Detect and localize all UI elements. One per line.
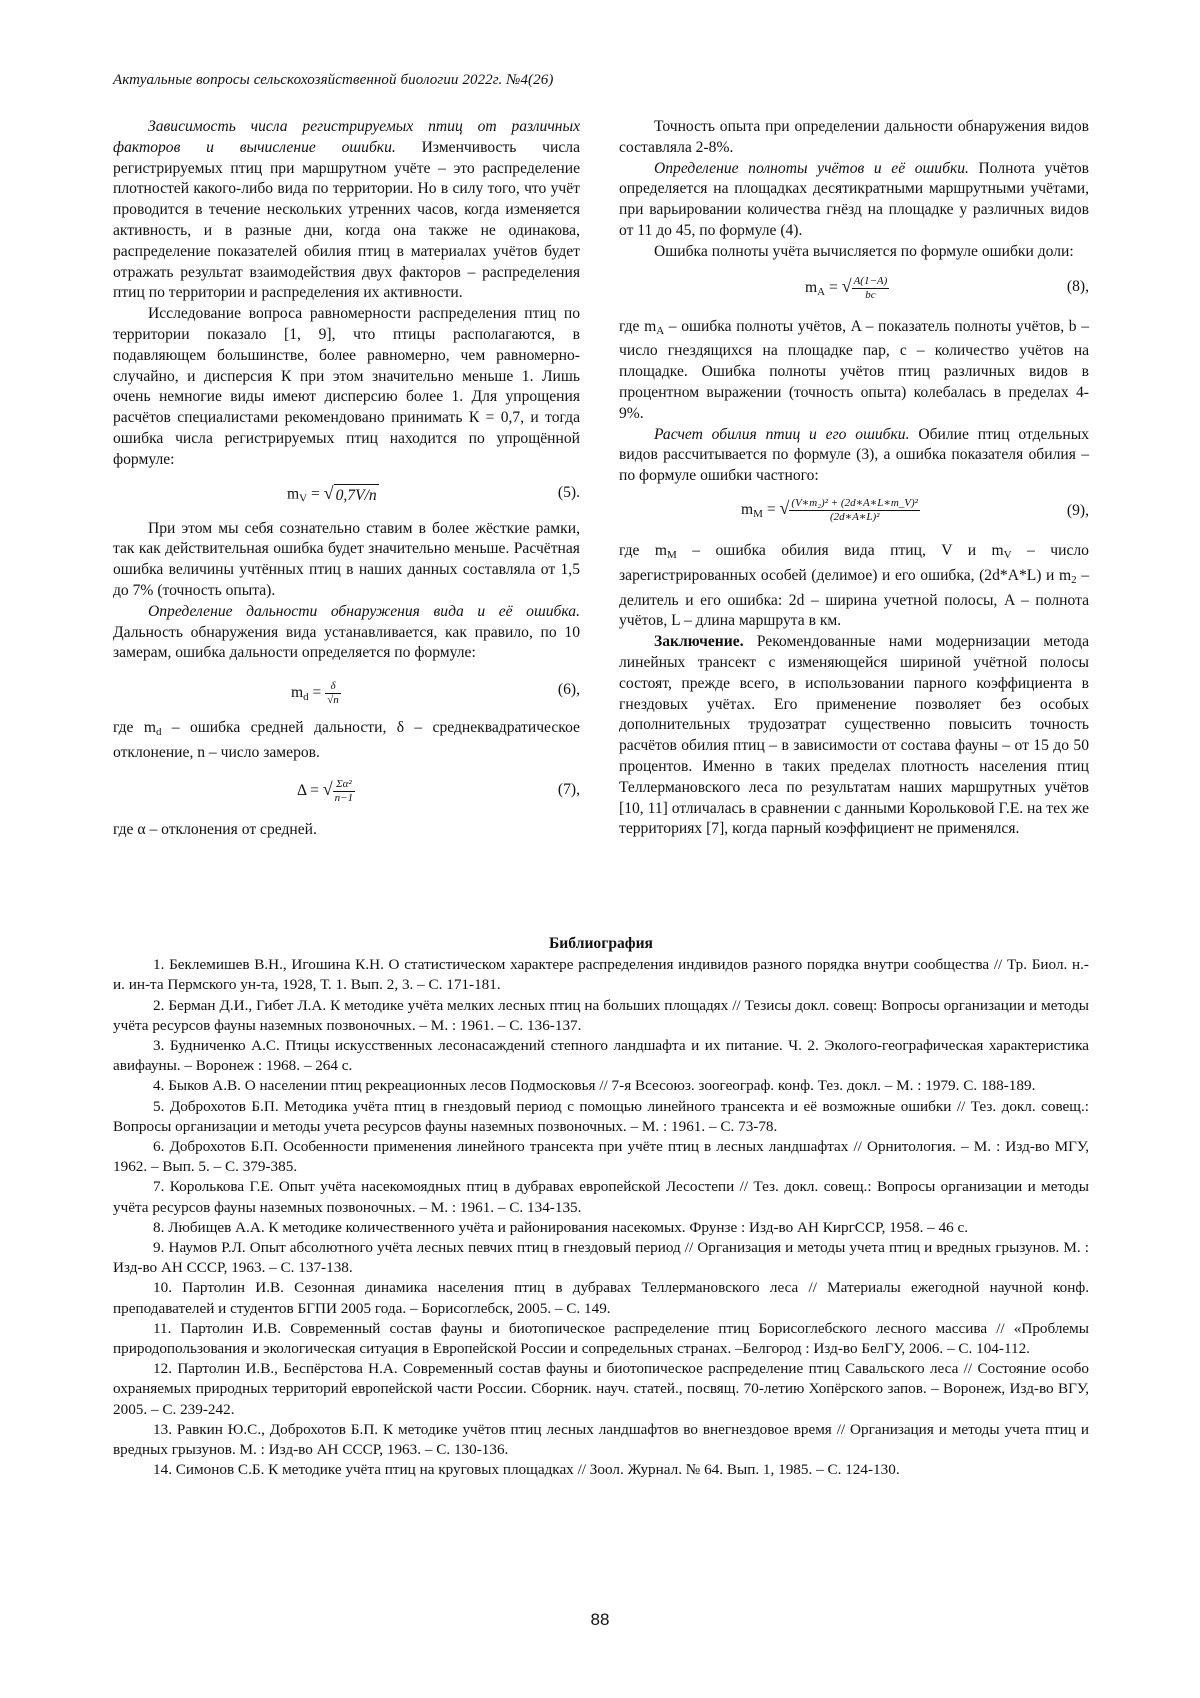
left-column <box>113 117 580 841</box>
bibliography-item: 11. Партолин И.В. Современный состав фауны и биотопическое распределение птиц Борисоглебского лесного массива // «Проблемы природопользования и экологическая ситуация в Европейской России и сопредельных странах. –Белгород : Изд-во БелГУ, 2006. – С. 104-112. <box>113 1319 1089 1358</box>
paragraph-text: Полнота учётов определяется на площадках десятикратными маршрутными учётами, при варьировании количества гнёзд на площадке у различных видов от 11 до 45, по формуле (4). <box>619 159 1089 239</box>
formula-equals: = <box>762 501 780 519</box>
formula-subscript: M <box>753 508 763 521</box>
formula-expression: 0,7V/n <box>334 484 379 507</box>
paragraph-text: где m <box>619 541 668 559</box>
formula-lhs: m <box>741 501 754 519</box>
formula-number: (5). <box>557 483 580 501</box>
paragraph: Точность опыта при определении дальности обнаружения видов составляла 2-8%. <box>619 118 1089 156</box>
paragraph-text: – делитель и его ошибка: 2d – ширина учетной полосы, A – полнота учётов, L – длина маршрута в км. <box>619 566 1089 630</box>
formula-lhs: m <box>291 684 304 702</box>
fraction-denominator: (2d∗A∗L)² <box>829 510 880 523</box>
paragraph-text: Рекомендованные нами модернизации метода линейных трансект с изменяющейся шириной учётной полосы состоят, прежде всего, в использовании парного коэффициента в гнездовых учётах. Его применение позволяет без особых дополнительных трудозатрат существенно повысить точность расчётов обилия птиц – в зависимости от состава фауны – от 15 до 50 процентов. Именно в таких пределах плотность населения птиц Теллермановского леса по результатам наших маршрутных учётов [10, 11] отличалась в сравнении с данными Корольковой Г.Е. на тех же территориях [7], когда парный коэффициент не применялся. <box>619 633 1089 838</box>
sqrt-expression: √ 0,7V/n <box>324 483 379 507</box>
section-heading: Зависимость числа регистрируемых птиц от различных факторов и вычисление ошибки. <box>113 118 580 156</box>
paragraph-text: – ошибка средней дальности, δ – среднеквадратическое отклонение, n – число замеров. <box>113 719 580 761</box>
bibliography-item: 8. Любищев А.А. К методике количественного учёта и районирования насекомых. Фрунзе : Изд-во АН КиргССР, 1958. – 46 с. <box>153 1218 969 1236</box>
fraction-numerator: Σα² <box>333 778 355 792</box>
fraction <box>325 680 341 707</box>
paragraph: Ошибка полноты учёта вычисляется по формуле ошибки доли: <box>654 242 1074 260</box>
bibliography-item: 10. Партолин И.В. Сезонная динамика населения птиц в дубравах Теллермановского леса // Материалы ежегодной научной конф. преподавателей и студентов БГПИ 2005 года. – Борисоглебск, 2005. – С. 149. <box>113 1279 1089 1317</box>
bibliography-title: Библиография <box>549 935 653 952</box>
paragraph <box>619 632 1089 840</box>
fraction <box>789 497 920 524</box>
bibliography-item: 6. Доброхотов Б.П. Особенности применения линейного трансекта при учёте птиц в лесных ландшафтах // Орнитология. – М. : Изд-во МГУ, 1962. – Вып. 5. – С. 379-385. <box>113 1138 1089 1176</box>
bibliography-item: 13. Равкин Ю.С., Доброхотов Б.П. К методике учётов птиц лесных ландшафтов во внегнездовое время // Организация и методы учета птиц и вредных грызунов. М. : Изд-во АН СССР, 1963. – С. 130-136. <box>113 1420 1089 1459</box>
paragraph <box>113 718 580 764</box>
running-header: Актуальные вопросы сельскохозяйственной биологии 2022г. №4(26) <box>113 72 554 88</box>
paragraph <box>619 541 1089 632</box>
paragraph-text: – ошибка полноты учётов, A – показатель полноты учётов, b – число гнездящихся на площадке пар, c – количество учётов на площадке. Ошибка полноты учётов птиц различных видов в процентном выражении (точность опыта) колебалась в пределах 4-9%. <box>619 317 1089 422</box>
paragraph-text: Изменчивость числа регистрируемых птиц при маршрутном учёте – это распределение плотностей какого-либо вида по территории. Но в силу того, что учёт проводится в течение нескольких утренних часов, когда изменяется активность, и в разные дни, когда она также не одинакова, распределение показателей обилия птиц в материалах учётов будет отражать результат взаимодействия двух факторов – распределения птиц по территории и распределения их активности. <box>113 138 580 302</box>
paragraph-text: где m <box>619 317 657 335</box>
paragraph-text: Обилие птиц отдельных видов рассчитывается по формуле (3), а ошибка показателя обилия – по формуле ошибки частного: <box>619 425 1089 485</box>
formula-7 <box>113 770 580 814</box>
fraction <box>333 778 355 805</box>
formula-subscript: d <box>303 691 309 704</box>
paragraph-text: – число зарегистрированных особей (делимое) и его ошибка, (2d*A*L) и m <box>619 541 1089 584</box>
right-column <box>619 117 1089 840</box>
sqrt-expression: √ $\frac{\text{Σα²}}{n-1}$ <box>322 777 354 804</box>
paragraph-text: – ошибка обилия вида птиц, V и m <box>676 541 1004 559</box>
bibliography-item: 1. Беклемишев В.Н., Игошина К.Н. О статистическом характере распределения индивидов разного порядка внутри сообщества // Тр. Биол. н.- и. ин-та Пермского ун-та, 1928, Т. 1. Вып. 2, 3. – С. 171-181. <box>113 956 1089 994</box>
page-number: 88 <box>590 1610 610 1629</box>
paragraph-text: Дальность обнаружения вида устанавливается, как правило, по 10 замерам, ошибка дальности определяется по формуле: <box>113 623 580 662</box>
fraction <box>852 275 890 302</box>
paragraph <box>113 602 580 664</box>
subscript: M <box>667 548 677 561</box>
subscript: d <box>155 726 162 739</box>
bibliography-item: 5. Доброхотов Б.П. Методика учёта птиц в гнездовый период с помощью линейного трансекта и её возможные ошибки // Тез. докл. совещ.: Вопросы организации и методы учета ресурсов фауны наземных позвоночных. – М. : 1961. – С. 73-78. <box>113 1097 1089 1135</box>
formula-5 <box>113 477 580 511</box>
fraction-denominator: n−1 <box>334 791 354 804</box>
paragraph <box>619 425 1089 487</box>
fraction-denominator: bc <box>865 288 876 301</box>
paragraph: Исследование вопроса равномерности распределения птиц по территории показало [1, 9], что птицы располагаются, в подавляющем большинстве, более равномерно, чем равномерно-случайно, и дисперсия К при этом значительно меньше 1. Лишь очень немногие виды имеют дисперсию более 1. Для упрощения расчётов специалистами рекомендовано принимать К = 0,7, и тогда ошибка числа регистрируемых птиц находится по упрощённой формуле: <box>113 305 580 468</box>
bibliography-item: 9. Наумов Р.Л. Опыт абсолютного учёта лесных певчих птиц в гнездовый период // Организация и методы учета птиц и вредных грызунов. М. : Изд-во АН СССР, 1963. – С. 137-138. <box>113 1239 1089 1277</box>
section-heading: Определение полноты учётов и её ошибки. <box>654 159 969 177</box>
sqrt-expression: √ $\frac{A(1-A)}{bc}$ <box>841 274 888 301</box>
bibliography-item: 3. Будниченко А.С. Птицы искусственных лесонасаждений степного ландшафта и их питание. Ч. 2. Эколого-географическая характеристика авифауны. – Воронеж : 1968. – 264 с. <box>113 1037 1089 1075</box>
section-heading: Определение дальности обнаружения вида и её ошибка. <box>148 602 580 620</box>
formula-subscript: A <box>817 285 826 298</box>
paragraph-text: где m <box>113 719 156 737</box>
bibliography <box>113 934 1089 1480</box>
bibliography-item: 7. Королькова Г.Е. Опыт учёта насекомоядных птиц в дубравах европейской Лесостепи // Тез. докл. совещ.: Вопросы организации и методы учёта ресурсов фауны наземных позвоночных. – М. : 1961. – С. 134-135. <box>113 1178 1089 1216</box>
fraction-numerator: (V∗m₂)² + (2d∗A∗L∗m_V)² <box>791 496 918 509</box>
paragraph <box>113 117 580 304</box>
bibliography-item: 2. Берман Д.И., Гибет Л.А. К методике учёта мелких лесных птиц на больших площадях // Тезисы докл. совещ: Вопросы организации и методы учёта ресурсов фауны наземных позвоночных. – М. : 1961. – С. 136-137. <box>113 996 1089 1034</box>
section-heading: Заключение. <box>654 633 744 651</box>
formula-lhs: m <box>287 485 300 503</box>
formula-6 <box>113 670 580 714</box>
formula-subscript: V <box>299 492 308 505</box>
formula-equals: = <box>825 278 842 296</box>
sqrt-expression: √ $\frac{\text{(V∗m₂)² + (2d∗A∗L∗m\_V)²}}{\text{(2d∗A∗L)²}}$ <box>779 496 918 523</box>
formula-number: (6), <box>557 681 580 699</box>
paragraph: где α – отклонения от средней. <box>113 820 317 838</box>
bibliography-item: 14. Симонов С.Б. К методике учёта птиц на круговых площадках // Зоол. Журнал. № 64. Вып. 1, 1985. – С. 124-130. <box>153 1461 900 1479</box>
formula-number: (9), <box>1066 501 1089 519</box>
formula-number: (8), <box>1066 277 1089 295</box>
formula-lhs: Δ = <box>297 781 323 799</box>
subscript: 2 <box>1071 573 1077 586</box>
formula-8 <box>619 269 1089 313</box>
paragraph: При этом мы себя сознательно ставим в более жёсткие рамки, так как действительная ошибка будет значительно меньше. Расчётная ошибка величины учтённых птиц в наших данных составляла от 1,5 до 7% (точность опыта). <box>113 519 580 599</box>
formula-9 <box>619 493 1089 537</box>
formula-lhs: m <box>805 278 818 296</box>
bibliography-item: 4. Быков А.В. О населении птиц рекреационных лесов Подмосковья // 7-я Всесоюз. зоогеограф. конф. Тез. докл. – М. : 1979. С. 188-189. <box>153 1077 1036 1095</box>
section-heading: Расчет обилия птиц и его ошибки. <box>654 425 910 443</box>
paragraph <box>619 317 1089 425</box>
formula-number: (7), <box>557 780 580 798</box>
bibliography-item: 12. Партолин И.В., Беспёрстова Н.А. Современный состав фауны и биотопическое распределение птиц Савальского леса // Состояние особо охраняемых природных территорий европейской части России. Сборник. науч. статей., посвящ. 70-летию Хопёрского запов. – Воронеж, Изд-во ВГУ, 2005. – С. 239-242. <box>113 1360 1089 1418</box>
fraction-numerator: A(1−A) <box>853 274 888 287</box>
subscript: V <box>1003 548 1012 561</box>
formula-equals: = <box>307 485 324 503</box>
fraction-denominator: √n <box>327 694 339 707</box>
fraction-numerator: δ <box>325 680 341 694</box>
subscript: A <box>656 324 665 337</box>
formula-equals: = <box>308 684 326 702</box>
paragraph <box>619 159 1089 242</box>
